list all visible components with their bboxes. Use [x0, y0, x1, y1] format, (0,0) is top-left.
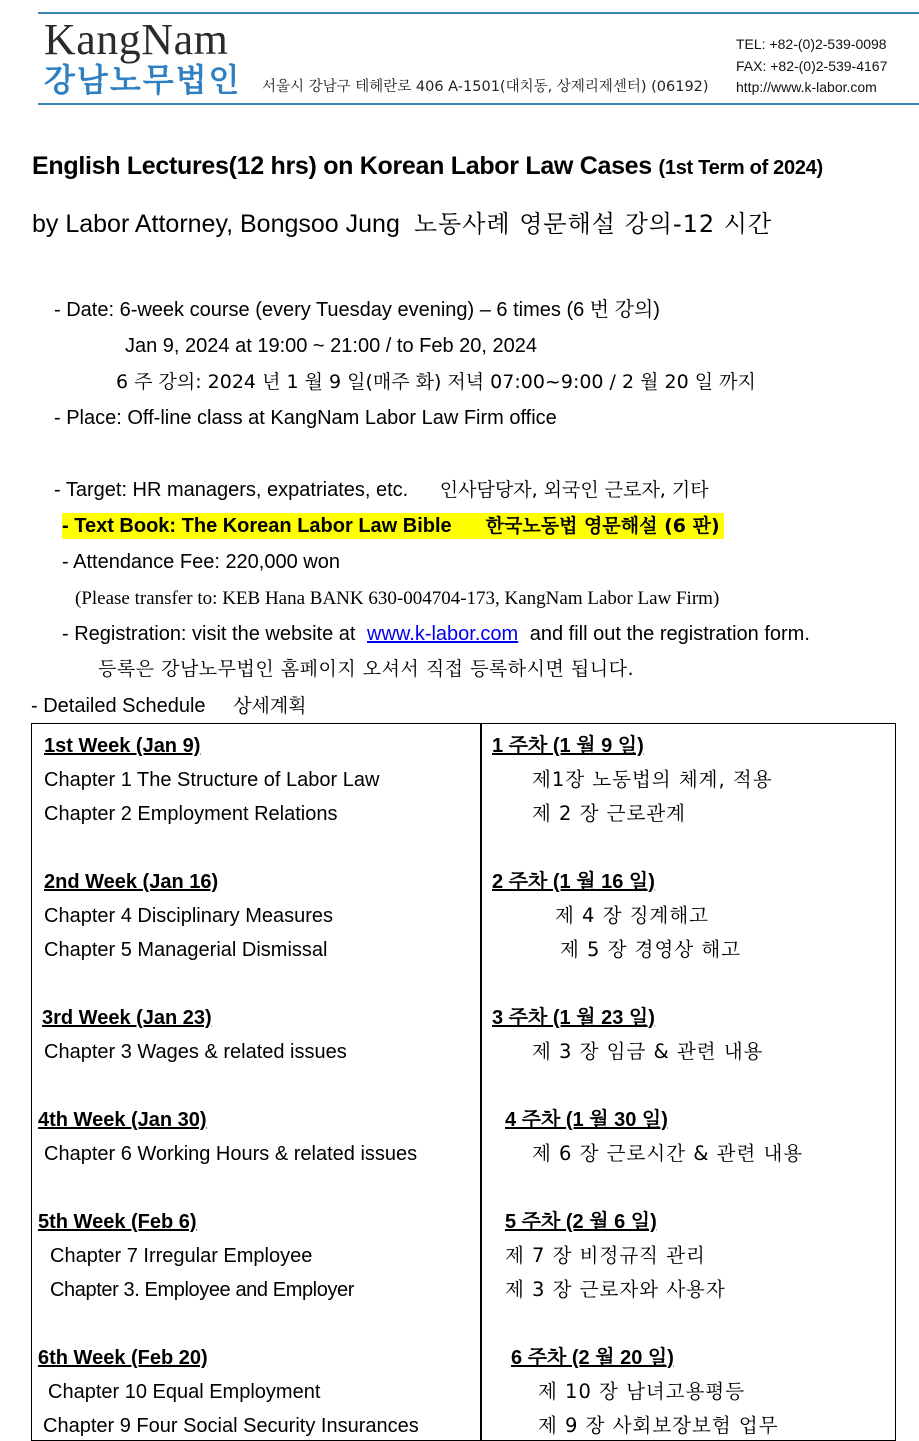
week-4-title-ko: 4 주차 (1 월 30 일)	[505, 1109, 668, 1131]
week-6-title-ko: 6 주차 (2 월 20 일)	[511, 1347, 674, 1369]
week-6-item-1-en: Chapter 10 Equal Employment	[48, 1381, 321, 1403]
week-6-item-2-ko: 제 9 장 사회보장보험 업무	[538, 1414, 779, 1437]
week-5-title-en: 5th Week (Feb 6)	[38, 1211, 197, 1233]
page-title	[32, 152, 823, 181]
textbook-korean: 한국노동법 영문해설 (6 판)	[485, 515, 720, 537]
week-3-item-1-en: Chapter 3 Wages & related issues	[44, 1041, 347, 1063]
page-subtitle	[32, 204, 772, 239]
firm-address: 서울시 강남구 테헤란로 406 A-1501(대치동, 상제리제센터) (06192)	[262, 79, 709, 95]
week-1-item-2-ko: 제 2 장 근로관계	[532, 802, 687, 825]
registration-line	[62, 622, 810, 646]
week-2-title-ko: 2 주차 (1 월 16 일)	[492, 871, 655, 893]
registration-link[interactable]: www.k-labor.com	[367, 623, 519, 645]
week-6-item-1-ko: 제 10 장 남녀고용평등	[538, 1380, 746, 1403]
registration-text-end: and fill out the registration form.	[529, 623, 810, 645]
fee-line: - Attendance Fee: 220,000 won	[62, 551, 340, 573]
title-main: English Lectures(12 hrs) on Korean Labor Law Cases	[32, 152, 652, 180]
week-5-item-1-ko: 제 7 장 비정규직 관리	[505, 1244, 706, 1267]
textbook-line	[62, 514, 724, 538]
schedule-heading	[31, 694, 307, 718]
week-1-item-2-en: Chapter 2 Employment Relations	[44, 803, 338, 825]
week-2-title-en: 2nd Week (Jan 16)	[44, 871, 219, 893]
textbook-highlight	[62, 513, 724, 539]
letterhead-top-rule	[38, 12, 919, 14]
fax-number: FAX: +82-(0)2-539-4167	[736, 57, 888, 74]
week-5-item-2-en: Chapter 3. Employee and Employer	[50, 1279, 355, 1301]
week-1-item-1-ko: 제1장 노동법의 체계, 적용	[532, 768, 773, 791]
week-3-item-1-ko: 제 3 장 임금 & 관련 내용	[532, 1040, 764, 1063]
week-3-title-ko: 3 주차 (1 월 23 일)	[492, 1007, 655, 1029]
website-url[interactable]: http://www.k-labor.com	[736, 79, 877, 95]
week-1-item-1-en: Chapter 1 The Structure of Labor Law	[44, 769, 380, 791]
week-4-item-1-en: Chapter 6 Working Hours & related issues	[44, 1143, 418, 1165]
textbook-english: - Text Book: The Korean Labor Law Bible	[62, 515, 452, 537]
contact-block	[736, 34, 887, 99]
week-1-title-en: 1st Week (Jan 9)	[44, 735, 201, 757]
registration-korean: 등록은 강남노무법인 홈페이지 오셔서 직접 등록하시면 됩니다.	[98, 658, 634, 680]
week-4-item-1-ko: 제 6 장 근로시간 & 관련 내용	[532, 1142, 804, 1165]
registration-text: - Registration: visit the website at	[62, 623, 356, 645]
subtitle-english: by Labor Attorney, Bongsoo Jung	[32, 210, 400, 238]
schedule-table	[31, 723, 896, 1441]
logo-english: KangNam	[44, 15, 229, 64]
date-line: - Date: 6-week course (every Tuesday evening) – 6 times (6 번 강의)	[54, 299, 660, 321]
week-6-title-en: 6th Week (Feb 20)	[38, 1347, 208, 1369]
logo-korean: 강남노무법인	[44, 61, 242, 99]
schedule-heading-english: - Detailed Schedule	[31, 695, 206, 717]
transfer-line: (Please transfer to: KEB Hana BANK 630-004704-173, KangNam Labor Law Firm)	[75, 588, 720, 609]
week-2-item-1-ko: 제 4 장 징계해고	[555, 904, 710, 927]
week-2-item-2-en: Chapter 5 Managerial Dismissal	[44, 939, 328, 961]
target-english: - Target: HR managers, expatriates, etc.	[54, 479, 409, 501]
column-divider	[480, 724, 482, 1440]
week-5-item-2-ko: 제 3 장 근로자와 사용자	[505, 1278, 726, 1301]
week-5-item-1-en: Chapter 7 Irregular Employee	[50, 1245, 313, 1267]
tel-number: TEL: +82-(0)2-539-0098	[736, 36, 887, 52]
place-line: - Place: Off-line class at KangNam Labor Law Firm office	[54, 407, 557, 429]
title-term: (1st Term of 2024)	[658, 157, 823, 179]
week-1-title-ko: 1 주차 (1 월 9 일)	[492, 735, 644, 757]
week-2-item-1-en: Chapter 4 Disciplinary Measures	[44, 905, 334, 927]
target-line	[54, 478, 709, 502]
week-4-title-en: 4th Week (Jan 30)	[38, 1109, 207, 1131]
target-korean: 인사담당자, 외국인 근로자, 기타	[439, 479, 709, 501]
week-2-item-2-ko: 제 5 장 경영상 해고	[560, 938, 742, 961]
schedule-heading-korean: 상세계획	[233, 695, 307, 717]
date-range: Jan 9, 2024 at 19:00 ~ 21:00 / to Feb 20, 2024	[125, 335, 537, 357]
date-korean: 6 주 강의: 2024 년 1 월 9 일(매주 화) 저녁 07:00~9:00 / 2 월 20 일 까지	[116, 371, 756, 393]
week-6-item-2-en: Chapter 9 Four Social Security Insurances	[43, 1415, 419, 1437]
letterhead-bottom-rule	[38, 103, 919, 105]
subtitle-korean: 노동사례 영문해설 강의-12 시간	[413, 210, 773, 238]
week-3-title-en: 3rd Week (Jan 23)	[42, 1007, 212, 1029]
week-5-title-ko: 5 주차 (2 월 6 일)	[505, 1211, 657, 1233]
